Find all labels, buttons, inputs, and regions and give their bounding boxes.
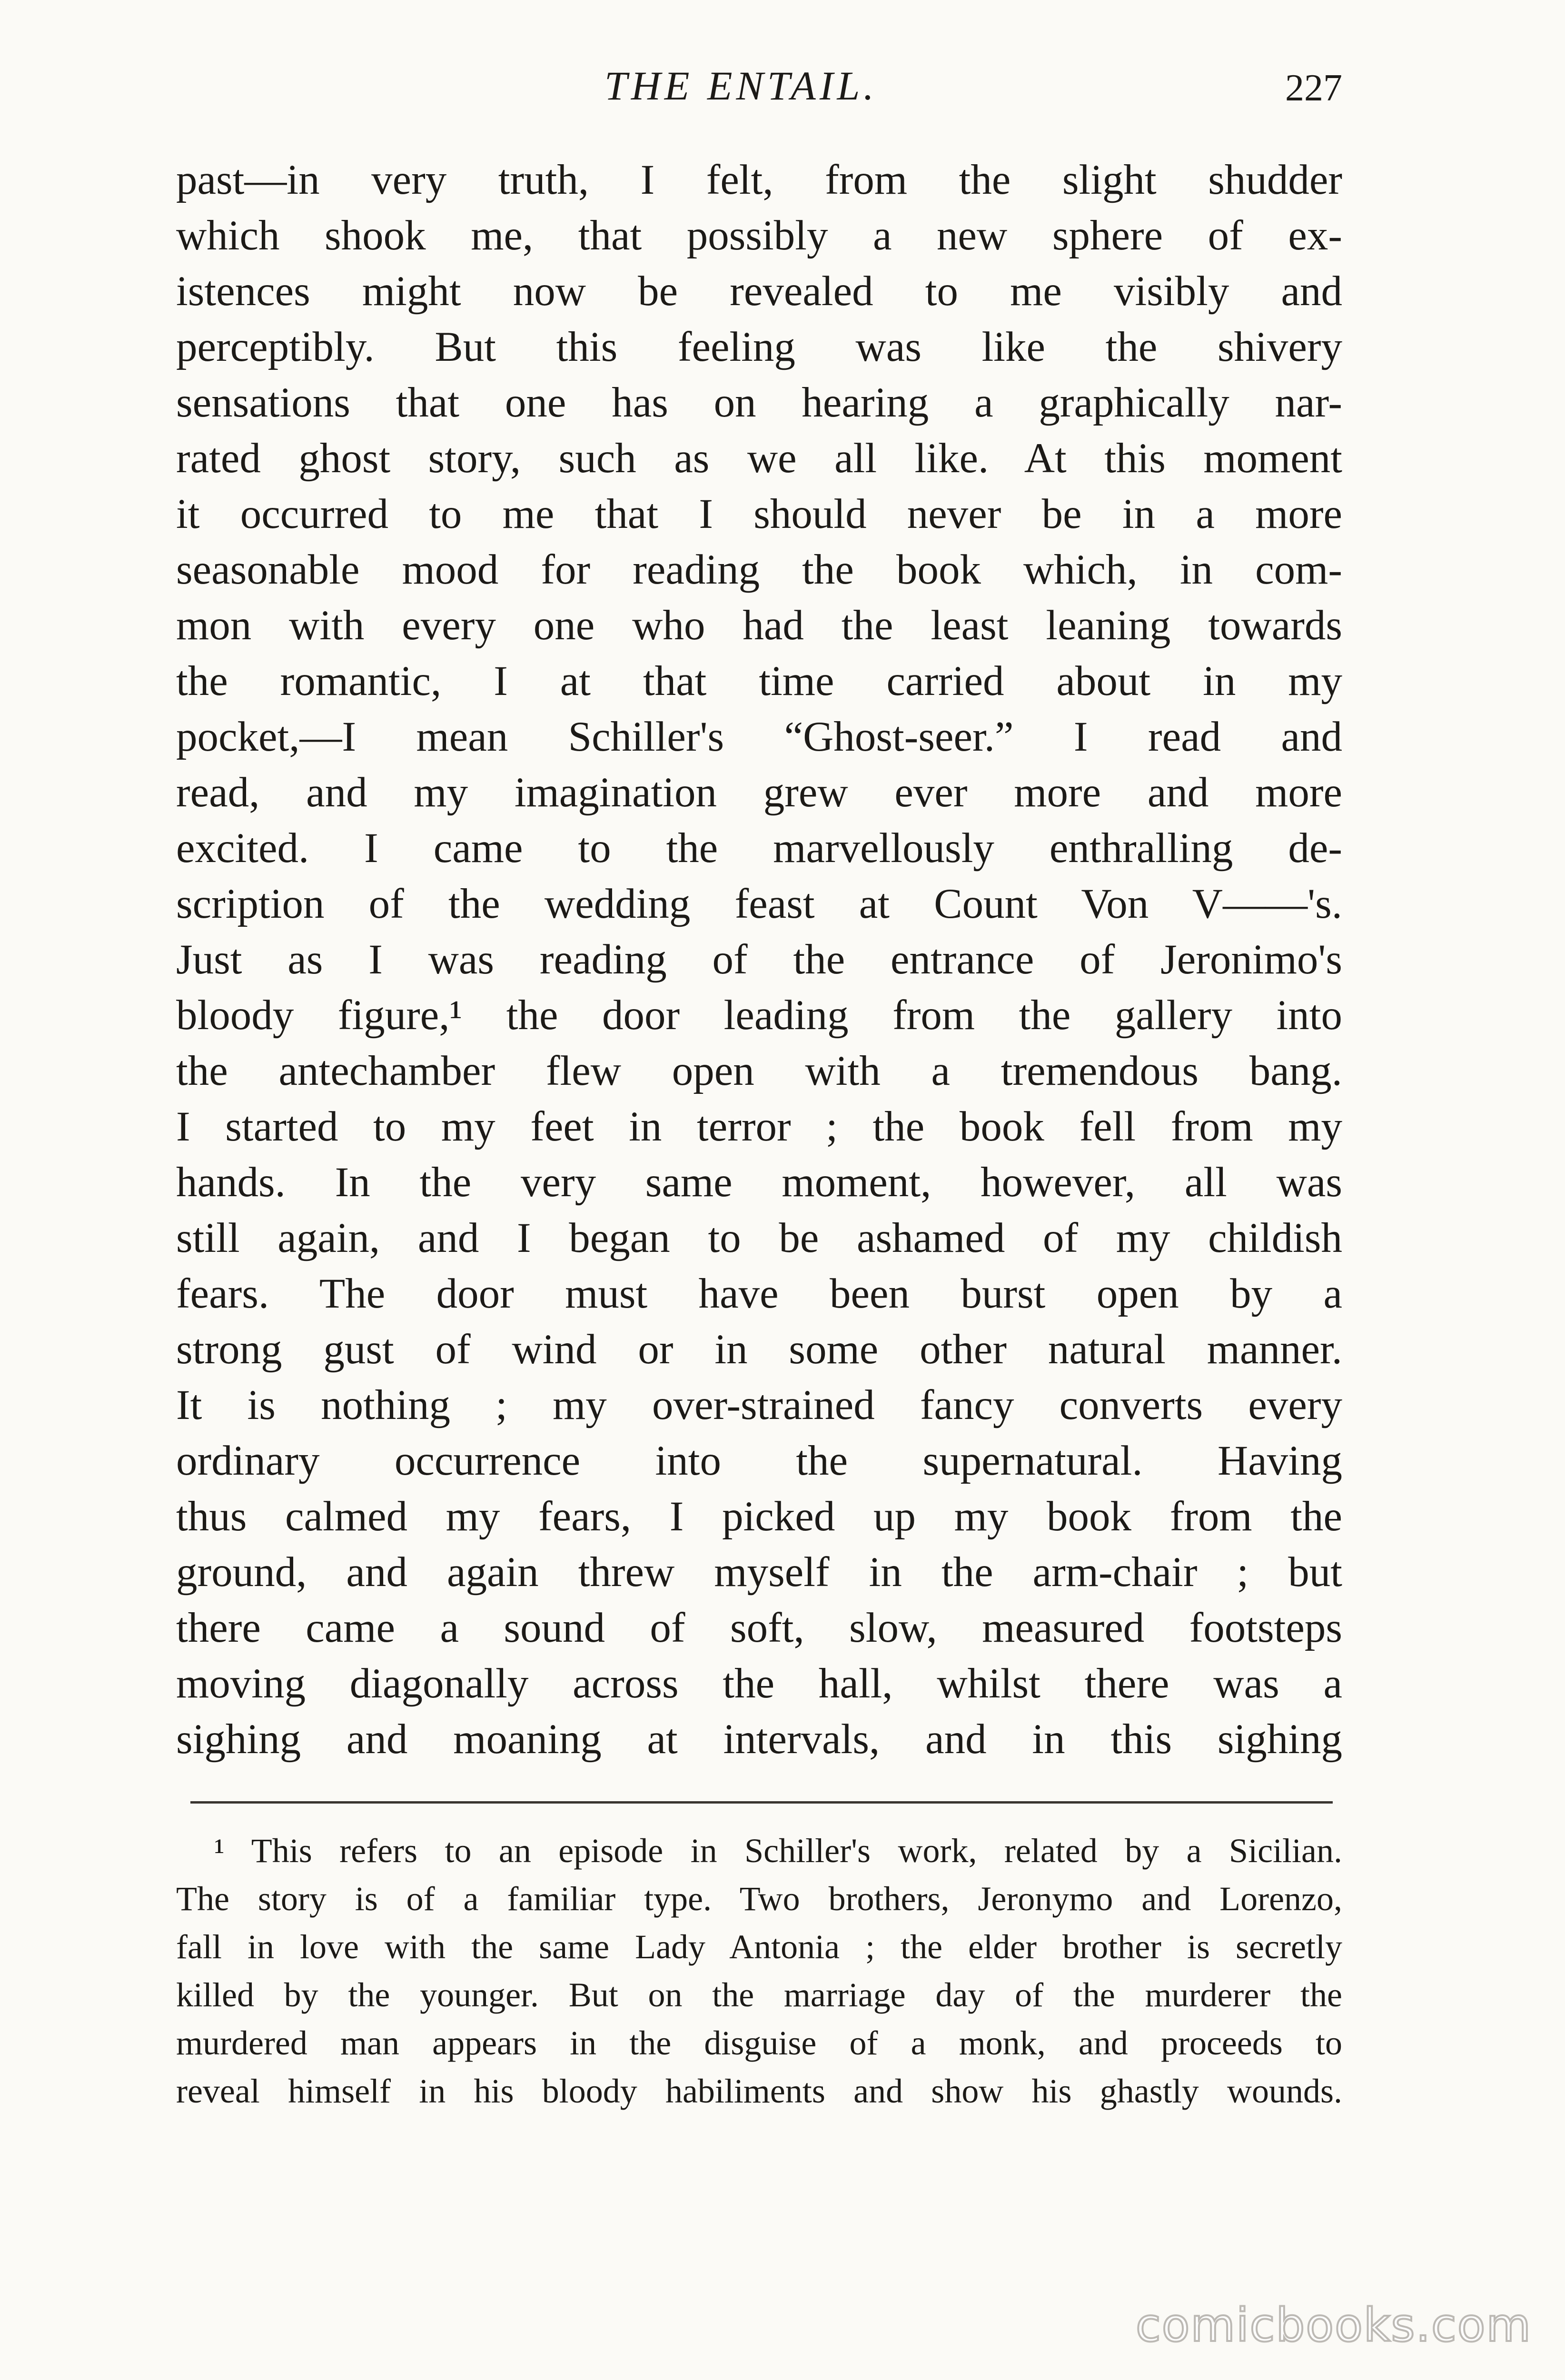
body-line: rated ghost story, such as we all like. At this moment [176, 435, 1342, 482]
running-head [176, 62, 1342, 124]
body-line: Just as I was reading of the entrance of Jeronimo's [176, 936, 1342, 983]
body-line: istences might now be revealed to me visibly and [176, 268, 1342, 315]
body-line: mon with every one who had the least leaning towards [176, 602, 1342, 649]
body-line: still again, and I began to be ashamed of my childish [176, 1215, 1342, 1261]
body-line: read, and my imagination grew ever more and more [176, 769, 1342, 816]
footnote-line: reveal himself in his bloody habiliments and show his ghastly wounds. [176, 2072, 1342, 2110]
body-line: thus calmed my fears, I picked up my book from the [176, 1493, 1342, 1540]
footnote-line: murdered man appears in the disguise of a monk, and proceeds to [176, 2024, 1342, 2062]
body-line: fears. The door must have been burst open by a [176, 1270, 1342, 1317]
body-line: moving diagonally across the hall, whilst there was a [176, 1660, 1342, 1707]
body-line: excited. I came to the marvellously enthralling de- [176, 825, 1342, 872]
body-text [176, 152, 1342, 1767]
body-line: past—in very truth, I felt, from the slight shudder [176, 157, 1342, 203]
body-line: It is nothing ; my over-strained fancy converts every [176, 1382, 1342, 1428]
body-line: seasonable mood for reading the book which, in com- [176, 546, 1342, 593]
footnote-divider [190, 1801, 1333, 1804]
body-line: there came a sound of soft, slow, measured footsteps [176, 1605, 1342, 1651]
body-line: it occurred to me that I should never be in a more [176, 491, 1342, 537]
body-line: I started to my feet in terror ; the book fell from my [176, 1103, 1342, 1150]
body-line: sighing and moaning at intervals, and in this sighing [176, 1716, 1342, 1763]
watermark: comicbooks.com [1135, 2299, 1532, 2352]
body-line: sensations that one has on hearing a graphically nar- [176, 379, 1342, 426]
body-line: strong gust of wind or in some other natural manner. [176, 1326, 1342, 1373]
body-line: pocket,—I mean Schiller's “Ghost-seer.” I read and [176, 714, 1342, 760]
body-line: hands. In the very same moment, however, all was [176, 1159, 1342, 1206]
footnote-line: The story is of a familiar type. Two brothers, Jeronymo and Lorenzo, [176, 1880, 1342, 1918]
page-number: 227 [1285, 67, 1342, 109]
body-line: bloody figure,¹ the door leading from the gallery into [176, 992, 1342, 1039]
body-line: which shook me, that possibly a new sphere of ex- [176, 212, 1342, 259]
body-line: scription of the wedding feast at Count Von V——'s. [176, 881, 1342, 927]
body-line: the romantic, I at that time carried about in my [176, 658, 1342, 704]
body-line: the antechamber flew open with a tremendous bang. [176, 1048, 1342, 1094]
footnote [176, 1827, 1342, 2115]
body-line: ordinary occurrence into the supernatural. Having [176, 1438, 1342, 1484]
body-line: ground, and again threw myself in the arm-chair ; but [176, 1549, 1342, 1596]
body-line: perceptibly. But this feeling was like the shivery [176, 324, 1342, 370]
footnote-line: ¹ This refers to an episode in Schiller's work, related by a Sicilian. [214, 1832, 1342, 1870]
running-title: THE ENTAIL. [604, 63, 878, 109]
footnote-line: killed by the younger. But on the marriage day of the murderer the [176, 1976, 1342, 2014]
footnote-line: fall in love with the same Lady Antonia ; the elder brother is secretly [176, 1928, 1342, 1966]
